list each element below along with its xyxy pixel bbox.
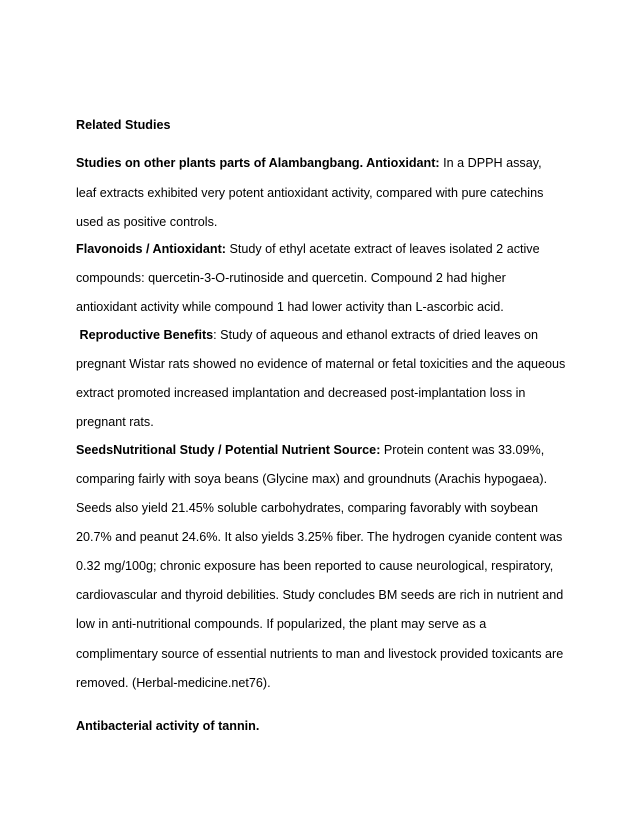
paragraph-2-line-2: compounds: quercetin-3-O-rutinoside and quercetin. Compound 2 had higher [76, 271, 506, 285]
paragraph-4-line-2: comparing fairly with soya beans (Glycine max) and groundnuts (Arachis hypogaea). [76, 472, 548, 486]
paragraph-1-line-3: used as positive controls. [76, 215, 218, 229]
paragraph-3-line-2: pregnant Wistar rats showed no evidence of maternal or fetal toxicities and the aqueous [76, 357, 566, 371]
paragraph-3-line-3: extract promoted increased implantation and decreased post-implantation loss in [76, 386, 526, 400]
paragraph-4-label: SeedsNutritional Study / Potential Nutrient Source: [76, 443, 381, 457]
paragraph-2-line-1 [76, 242, 540, 257]
section-heading: Related Studies [76, 118, 171, 132]
paragraph-4-line-9: removed. (Herbal-medicine.net76). [76, 676, 271, 690]
paragraph-3-label: Reproductive Benefits [76, 328, 214, 342]
paragraph-3-line-1 [76, 328, 538, 343]
paragraph-1-line-1 [76, 156, 542, 171]
paragraph-3-text-1: : Study of aqueous and ethanol extracts of dried leaves on [213, 328, 539, 342]
paragraph-1-text-1: In a DPPH assay, [439, 156, 542, 170]
paragraph-4-line-3: Seeds also yield 21.45% soluble carbohydrates, comparing favorably with soybean [76, 501, 539, 515]
final-heading: Antibacterial activity of tannin. [76, 719, 260, 733]
paragraph-4-line-6: cardiovascular and thyroid debilities. Study concludes BM seeds are rich in nutrient and [76, 588, 564, 602]
paragraph-1-label: Studies on other plants parts of Alambangbang. Antioxidant: [76, 156, 440, 170]
paragraph-4-line-4: 20.7% and peanut 24.6%. It also yields 3.25% fiber. The hydrogen cyanide content was [76, 530, 563, 544]
paragraph-4-line-5: 0.32 mg/100g; chronic exposure has been reported to cause neurological, respiratory, [76, 559, 554, 573]
paragraph-4-line-7: low in anti-nutritional compounds. If popularized, the plant may serve as a [76, 617, 487, 631]
paragraph-4-line-8: complimentary source of essential nutrients to man and livestock provided toxicants are [76, 647, 564, 661]
paragraph-2-line-3: antioxidant activity while compound 1 had lower activity than L-ascorbic acid. [76, 300, 504, 314]
paragraph-2-text-1: Study of ethyl acetate extract of leaves isolated 2 active [225, 242, 540, 256]
paragraph-4-line-1 [76, 443, 544, 458]
paragraph-1-line-2: leaf extracts exhibited very potent antioxidant activity, compared with pure catechins [76, 186, 544, 200]
paragraph-3-line-4: pregnant rats. [76, 415, 154, 429]
paragraph-4-text-1: Protein content was 33.09%, [380, 443, 545, 457]
paragraph-2-label: Flavonoids / Antioxidant: [76, 242, 226, 256]
